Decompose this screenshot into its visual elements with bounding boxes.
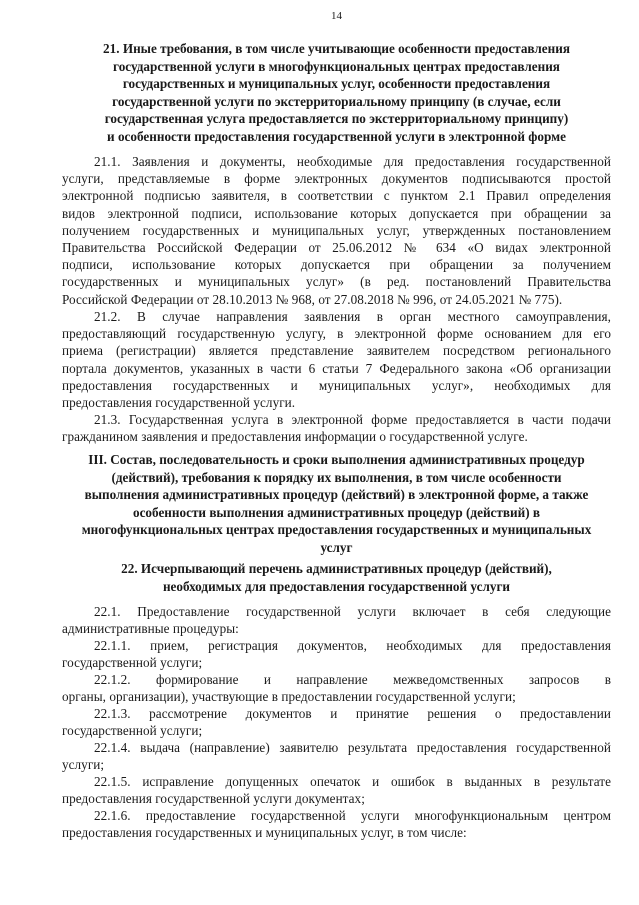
paragraph-22-1-4 <box>62 739 611 773</box>
text-line: Российской Федерации от 28.10.2013 № 968, от 27.08.2018 № 996, от 24.05.2021 № 775). <box>62 291 563 307</box>
heading-line: и особенности предоставления государственной услуги в электронной форме <box>107 128 566 144</box>
text-line: 21.1. Заявления и документы, необходимые для предоставления государственной <box>94 154 611 169</box>
text-line: 21.2. В случае направления заявления в орган местного самоуправления, <box>94 309 611 324</box>
paragraph-21-1 <box>62 153 611 308</box>
page-number: 14 <box>331 10 342 22</box>
text-line: 22.1.1. прием, регистрация документов, необходимых для предоставления <box>94 638 611 653</box>
text-line: 22.1. Предоставление государственной услуги включает в себя следующие <box>94 604 611 619</box>
text-line: предоставления государственных и муниципальных услуг», необходимых для <box>62 377 611 393</box>
text-line: услуги; <box>62 757 105 773</box>
text-line: электронной подписью заявителя, в соответствии с пунктом 2.1 Правил определения <box>62 188 611 204</box>
text-line: 22.1.5. исправление допущенных опечаток и ошибок в выданных в результате <box>94 774 611 789</box>
heading-line: услуг <box>320 539 353 555</box>
section-3-heading <box>62 451 611 557</box>
text-line: предоставляющий государственную услугу, в электронной форме основанием для его <box>62 326 611 342</box>
text-line: государственной услуги; <box>62 723 203 739</box>
heading-line: государственная услуга предоставляется по экстерриториальному принципу) <box>104 111 569 127</box>
heading-line: государственной услуги в многофункциональных центрах предоставления <box>113 58 560 74</box>
text-line: получением государственных и муниципальных услуг, утвержденных постановлением <box>62 222 611 238</box>
text-line: услуги, представляемые в форме электронных документов подписываются простой <box>62 171 611 187</box>
text-line: гражданином заявления и предоставления информации о государственной услуге. <box>62 429 528 445</box>
text-line: 22.1.3. рассмотрение документов и принятие решения о предоставлении <box>94 706 611 721</box>
paragraph-22-1-1 <box>62 637 611 671</box>
text-line: 21.3. Государственная услуга в электронной форме предоставляется в части подачи <box>94 412 611 427</box>
text-line: подписи, использование которых допускается при обращении за получением <box>62 257 611 273</box>
text-line: предоставления государственной услуги. <box>62 395 296 411</box>
text-line: видов электронной подписи, использование которых допускается при обращении за <box>62 205 611 221</box>
heading-line: особенности выполнения административных процедур (действий) в <box>132 504 541 520</box>
paragraph-22-1-5 <box>62 773 611 807</box>
text-line: государственной услуги; <box>62 655 203 671</box>
heading-line: государственных и муниципальных услуг, особенности предоставления <box>122 76 551 92</box>
text-line: органы, организации), участвующие в предоставлении государственной услуги; <box>62 689 516 705</box>
paragraph-22-1-3 <box>62 705 611 739</box>
text-line: предоставления государственных и муниципальных услуг, в том числе: <box>62 825 467 841</box>
text-line: предоставления государственной услуги документах; <box>62 791 365 807</box>
heading-line: необходимых для предоставления государственной услуги <box>162 578 511 594</box>
paragraph-22-1-6 <box>62 807 611 841</box>
text-line: государственных и муниципальных услуг» (в ред. постановлений Правительства <box>62 274 611 290</box>
text-line: 22.1.2. формирование и направление межведомственных запросов в <box>94 672 611 687</box>
heading-line: 21. Иные требования, в том числе учитывающие особенности предоставления <box>103 41 570 56</box>
paragraph-22-1-2 <box>62 671 611 705</box>
text-line: приема (регистрации) является представление заявителем посредством регионального <box>62 343 611 359</box>
heading-line: III. Состав, последовательность и сроки выполнения административных процедур <box>88 452 585 467</box>
text-line: административные процедуры: <box>62 621 239 637</box>
paragraph-22-1 <box>62 603 611 637</box>
text-line: Правительства Российской Федерации от 25.06.2012 № 634 «О видах электронной <box>62 240 611 256</box>
paragraph-21-2 <box>62 308 611 411</box>
heading-line: 22. Исчерпывающий перечень административных процедур (действий), <box>121 561 552 576</box>
text-line: 22.1.4. выдача (направление) заявителю результата предоставления государственной <box>94 740 611 755</box>
heading-line: выполнения административных процедур (действий) в электронной форме, а также <box>84 487 589 503</box>
paragraph-21-3 <box>62 411 611 445</box>
heading-line: (действий), требования к порядку их выполнения, в том числе особенности <box>111 469 562 485</box>
section-21-heading <box>62 40 611 146</box>
text-line: портала документов, указанных в части 6 статьи 7 Федерального закона «Об организации <box>62 360 611 376</box>
text-line: 22.1.6. предоставление государственной услуги многофункциональным центром <box>94 808 611 823</box>
section-22-heading <box>62 560 611 595</box>
heading-line: государственной услуги по экстерриториальному принципу (в случае, если <box>112 93 561 109</box>
heading-line: многофункциональных центрах предоставления государственных и муниципальных <box>81 522 592 538</box>
